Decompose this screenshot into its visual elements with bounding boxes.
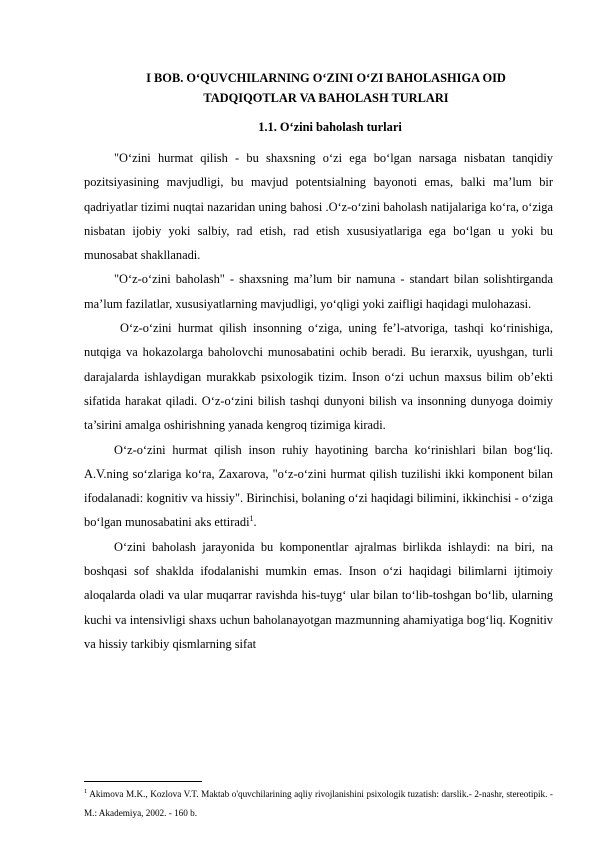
paragraph-4-text: O‘z-o‘zini hurmat qilish inson ruhiy hayotining barcha ko‘rinishlari bilan bog‘liq. A.V.ning so‘zlariga ko‘ra, Zaxarova, "o‘z-o‘zini hurmat qilish tuzilishi ikki komponent bilan ifodalanadi: kognitiv va hissiy". Birinchisi, bolaning o‘zi haqidagi bilimini, ikkinchisi - o‘ziga bo‘lgan munosabatini aks ettiradi [84, 442, 553, 530]
footnote-text: Akimova M.K., Kozlova V.T. Maktab o'quvchilarining aqliy rivojlanishini psixologik tuzatish: darslik.- 2-nashr, stereotipik. - M.: Akademiya, 2002. - 160 b. [84, 789, 553, 818]
footnote [84, 785, 553, 823]
paragraph-4-end: . [253, 515, 257, 530]
section-title: 1.1. O‘zini baholash turlari [258, 120, 402, 134]
footnote-reference[interactable]: 1 [249, 514, 254, 524]
paragraph-5: O‘zini baholash jarayonida bu komponentlar ajralmas birlikda ishlaydi: na biri, na boshqasi sof shaklda ifodalanishi mumkin emas. Inson o‘zi haqidagi bilimlarni ijtimoiy aloqalarda oladi va ular muqarrar ravishda his-tuyg‘ ular bilan to‘lib-toshgan bo‘lib, ularning kuchi va intensivligi shaxs uchun baholanayotgan mazmunning ahamiyatiga bog‘liq. Kognitiv va hissiy tarkibiy qismlarning sifat [84, 539, 553, 651]
paragraph-4 [84, 438, 553, 535]
footnote-marker: 1 [84, 787, 88, 795]
footnote-separator [84, 781, 202, 782]
body-text [84, 146, 553, 656]
paragraph-3: O‘z-o‘zini hurmat qilish insonning o‘ziga, uning fe’l-atvoriga, tashqi ko‘rinishiga, nutqiga va hokazolarga baholovchi munosabatini ochib beradi. Bu ierarxik, uyushgan, turli darajalarda ishlaydigan murakkab psixologik tizim. Inson o‘zi uchun maxsus bilim ob’ekti sifatida harakat qiladi. O‘z-o‘zini bilish tashqi dunyoni bilish va insonning dunyoga doimiy ta’sirini amalga oshirishning yanada kengroq tizimiga kiradi. [84, 321, 553, 433]
paragraph-1: "O‘zini hurmat qilish - bu shaxsning o‘zi ega bo‘lgan narsaga nisbatan tanqidiy pozitsiyasining mavjudligi, bu mavjud potentsialning bayonoti emas, balki ma’lum bir qadriyatlar tizimi nuqtai nazaridan uning bahosi .O‘z-o‘zini baholash natijalariga ko‘ra, o‘ziga nisbatan ijobiy yoki salbiy, rad etish, rad etish xususiyatlariga ega bo‘lgan u yoki bu munosabat shakllanadi. [84, 151, 553, 263]
paragraph-2: "O‘z-o‘zini baholash" - shaxsning ma’lum bir namuna - standart bilan solishtirganda ma’lum fazilatlar, xususiyatlarning mavjudligi, yo‘qligi yoki zaifligi haqidagi mulohazasi. [84, 272, 553, 311]
chapter-title: I BOB. O‘QUVCHILARNING O‘ZINI O‘ZI BAHOLASHIGA OID TADQIQOTLAR VA BAHOLASH TURLARI [146, 71, 506, 105]
